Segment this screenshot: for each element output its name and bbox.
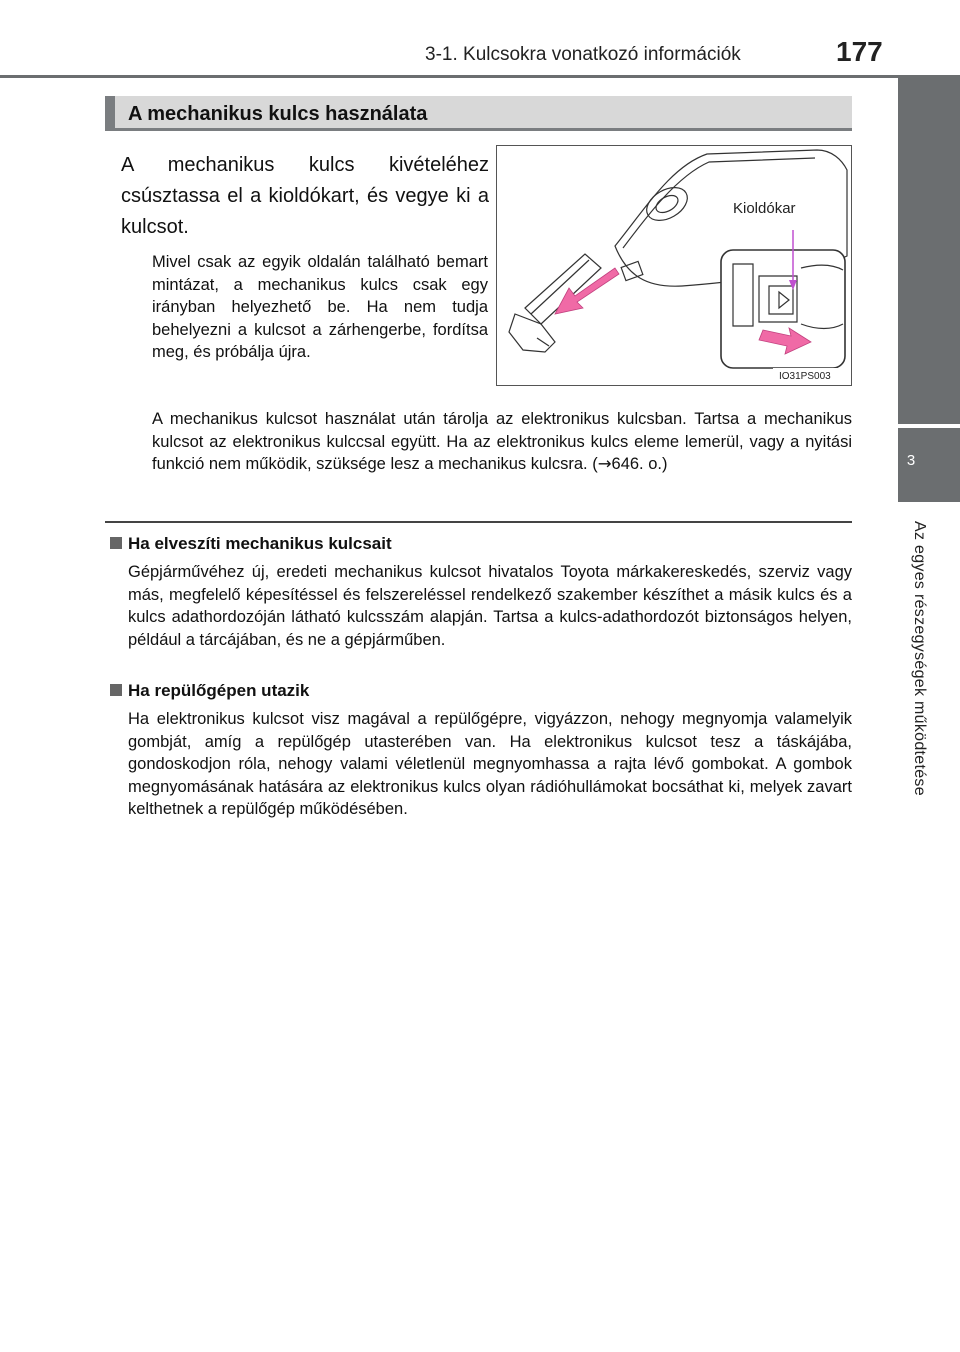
intro-paragraph: A mechanikus kulcs kivételéhez csúsztassa el a kioldókart, és vegye ki a kulcsot.	[121, 154, 489, 238]
chapter-number: 3	[906, 452, 916, 469]
page-number: 177	[836, 36, 883, 67]
section-title: A mechanikus kulcs használata	[128, 103, 428, 125]
key-illustration	[496, 145, 852, 386]
side-tab-bar	[898, 78, 960, 424]
page-reference: 646. o.)	[611, 455, 668, 473]
chapter-title: Az egyes részegységek működtetése	[911, 521, 928, 796]
square-bullet-icon	[110, 537, 122, 549]
square-bullet-icon	[110, 684, 122, 696]
slide-out-arrow-icon	[555, 268, 619, 314]
note-paragraph: Mivel csak az egyik oldalán található bemart mintázat, a mechanikus kulcs csak egy irányban helyezhető be. Ha nem tudja behelyezni a kulcsot a zárhengerbe, fordítsa meg, és próbálja újra.	[152, 253, 488, 361]
subsection-paragraph: Gépjárművéhez új, eredeti mechanikus kulcsot hivatalos Toyota márkakereskedés, szerviz vagy más, megfelelő képesítéssel és felszereléssel rendelkező szakember készíthet a másik kulcs és a kulcs adathordozóján látható kulcsszám alapján. Tartsa a kulcs-adathordozót biztonságos helyen, például a tárcájában, és ne a gépjárműben.	[128, 563, 852, 649]
kioldokar-label: Kioldókar	[733, 200, 796, 217]
subsection-title: Ha elveszíti mechanikus kulcsait	[128, 534, 392, 553]
section-divider	[105, 521, 852, 523]
storage-note	[152, 408, 852, 476]
storage-note-text: A mechanikus kulcsot használat után tárolja az elektronikus kulcsban. Tartsa a mechanikus kulcsot az elektronikus kulccsal együtt. Ha az elektronikus kulcs eleme lemerül, vagy a nyitási funkció nem működik, szüksége lesz a mechanikus kulcsra. (	[152, 410, 852, 473]
header-rule	[0, 75, 960, 78]
mechanical-key-head	[509, 314, 555, 352]
subsection-heading	[110, 681, 309, 701]
page-reference-arrow: →	[597, 454, 612, 473]
subsection-title: Ha repülőgépen utazik	[128, 681, 310, 700]
key-drawing	[497, 146, 850, 384]
detail-inset	[721, 250, 845, 368]
toyota-emblem-icon	[641, 181, 693, 227]
subsection-paragraph: Ha elektronikus kulcsot visz magával a repülőgépre, vigyázzon, nehogy megnyomja valamelyik gombját, amíg a repülőgép utasterében van. Ha elektronikus kulcsot tesz a táskájába, gondoskodjon róla, nehogy valami véletlenül megnyomhassa a rajta lévő gombokat. A gombok megnyomásának hatására az elektronikus kulcs olyan rádióhullámokat bocsáthat ki, melyek zavart kelthetnek a repülőgép működésében.	[128, 710, 852, 818]
subsection-heading	[110, 534, 392, 554]
figure-code: IO31PS003	[779, 371, 831, 382]
header-title: 3-1. Kulcsokra vonatkozó információk	[425, 44, 741, 65]
